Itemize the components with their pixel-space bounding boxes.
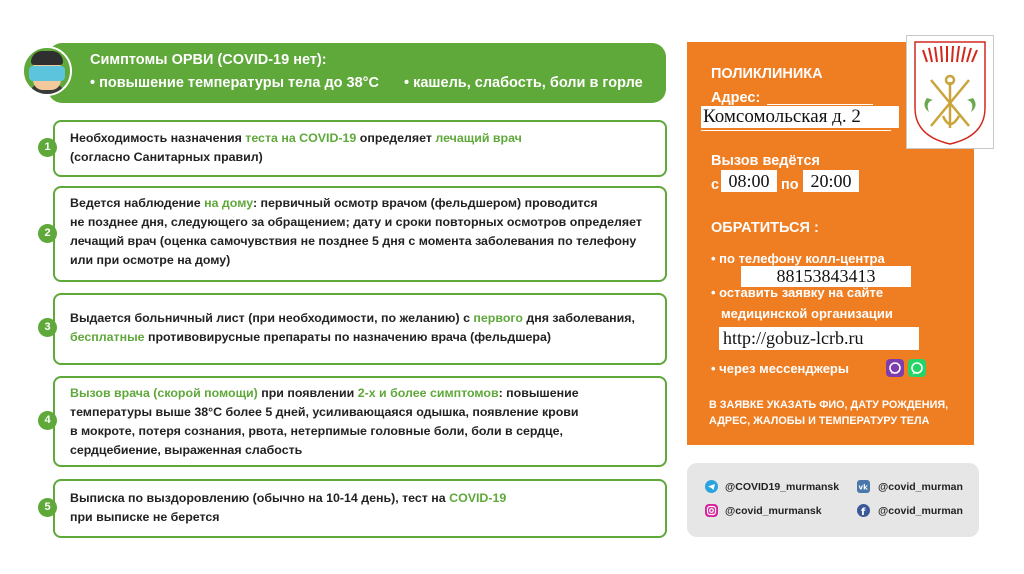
telegram-handle[interactable]: @COVID19_murmansk [725, 481, 840, 493]
symptoms-banner [48, 43, 666, 103]
from-time: 08:00 [721, 170, 777, 192]
step-2-line-1: Ведется наблюдение на дому: первичный осмотр врачом (фельдшером) проводится [70, 196, 598, 210]
step-5-number: 5 [38, 498, 57, 517]
address-label: Адрес: [711, 90, 761, 106]
social-links-panel [687, 463, 979, 537]
phone-value[interactable]: 88153843413 [741, 266, 911, 287]
site-value[interactable]: http://gobuz-lcrb.ru [719, 327, 919, 350]
address-underline [767, 104, 873, 105]
viber-icon[interactable] [886, 359, 904, 377]
call-label: Вызов ведётся [711, 153, 820, 169]
step-1-line-2: (согласно Санитарных правил) [70, 150, 263, 164]
step-3-card [53, 293, 667, 365]
telegram-icon [705, 480, 718, 493]
to-time: 20:00 [803, 170, 859, 192]
instagram-icon [705, 504, 718, 517]
step-3-line-1: Выдается больничный лист (при необходимости, по желанию) с первого дня заболевания, [70, 311, 635, 325]
step-2-line-3: лечащий врач (оценка самочувствия не позднее 5 дня с момента заболевания по телефону [70, 234, 637, 248]
step-3-line-2: бесплатные противовирусные препараты по назначению врача (фельдшера) [70, 330, 551, 344]
step-1-line-1: Необходимость назначения теста на COVID-19 определяет лечащий врач [70, 131, 522, 145]
step-4-number: 4 [38, 411, 57, 430]
whatsapp-icon[interactable] [908, 359, 926, 377]
step-4-card [53, 376, 667, 467]
messengers-label: • через мессенджеры [711, 361, 849, 376]
address-value: Комсомольская д. 2 [701, 106, 899, 128]
masked-person-icon [22, 46, 72, 96]
note-line-1: В ЗАЯВКЕ УКАЗАТЬ ФИО, ДАТУ РОЖДЕНИЯ, [709, 399, 949, 411]
step-5-line-1: Выписка по выздоровлению (обычно на 10-14 день), тест на COVID-19 [70, 491, 507, 505]
step-2-line-2: не позднее дня, следующего за обращением; дату и сроки повторных осмотров определяет [70, 215, 642, 229]
site-label-2: медицинской организации [721, 306, 893, 321]
vk-handle[interactable]: @covid_murman [878, 481, 963, 493]
svg-text:f: f [861, 507, 866, 517]
step-5-line-2: при выписке не берется [70, 510, 220, 524]
step-4-line-2: температуры выше 38°С более 5 дней, усиливающаяся одышка, появление крови [70, 405, 579, 419]
site-label-1: • оставить заявку на сайте [711, 285, 884, 300]
facebook-handle[interactable]: @covid_murman [878, 505, 963, 517]
step-3-number: 3 [38, 318, 57, 337]
step-4-line-4: сердцебиение, выраженная слабость [70, 443, 303, 457]
address-underline-2 [701, 130, 891, 131]
vk-icon [857, 480, 870, 493]
phone-label: • по телефону колл-центра [711, 251, 885, 266]
instagram-handle[interactable]: @covid_murmansk [725, 505, 822, 517]
step-4-line-3: в мокроте, потеря сознания, рвота, нетерпимые головные боли, боли в сердце, [70, 424, 563, 438]
from-label: с [711, 177, 720, 193]
contact-title: ОБРАТИТЬСЯ : [711, 220, 819, 236]
step-1-card [53, 120, 667, 177]
svg-text:vk: vk [858, 483, 868, 492]
to-label: по [781, 177, 799, 193]
coat-of-arms-icon [906, 35, 994, 149]
symptoms-title: Симптомы ОРВИ (COVID-19 нет): [90, 52, 327, 68]
step-5-card [53, 479, 667, 538]
symptom-fever: • повышение температуры тела до 38°С [90, 75, 379, 91]
step-2-line-4: или при осмотре на дому) [70, 253, 231, 267]
note-line-2: АДРЕС, ЖАЛОБЫ И ТЕМПЕРАТУРУ ТЕЛА [709, 415, 930, 427]
step-4-line-1: Вызов врача (скорой помощи) при появлении 2-х и более симптомов: повышение [70, 386, 579, 400]
step-2-card [53, 186, 667, 282]
step-2-number: 2 [38, 224, 57, 243]
step-1-number: 1 [38, 138, 57, 157]
symptom-cough: • кашель, слабость, боли в горле [404, 75, 643, 91]
clinic-title: ПОЛИКЛИНИКА [711, 66, 823, 82]
facebook-icon [857, 504, 870, 517]
